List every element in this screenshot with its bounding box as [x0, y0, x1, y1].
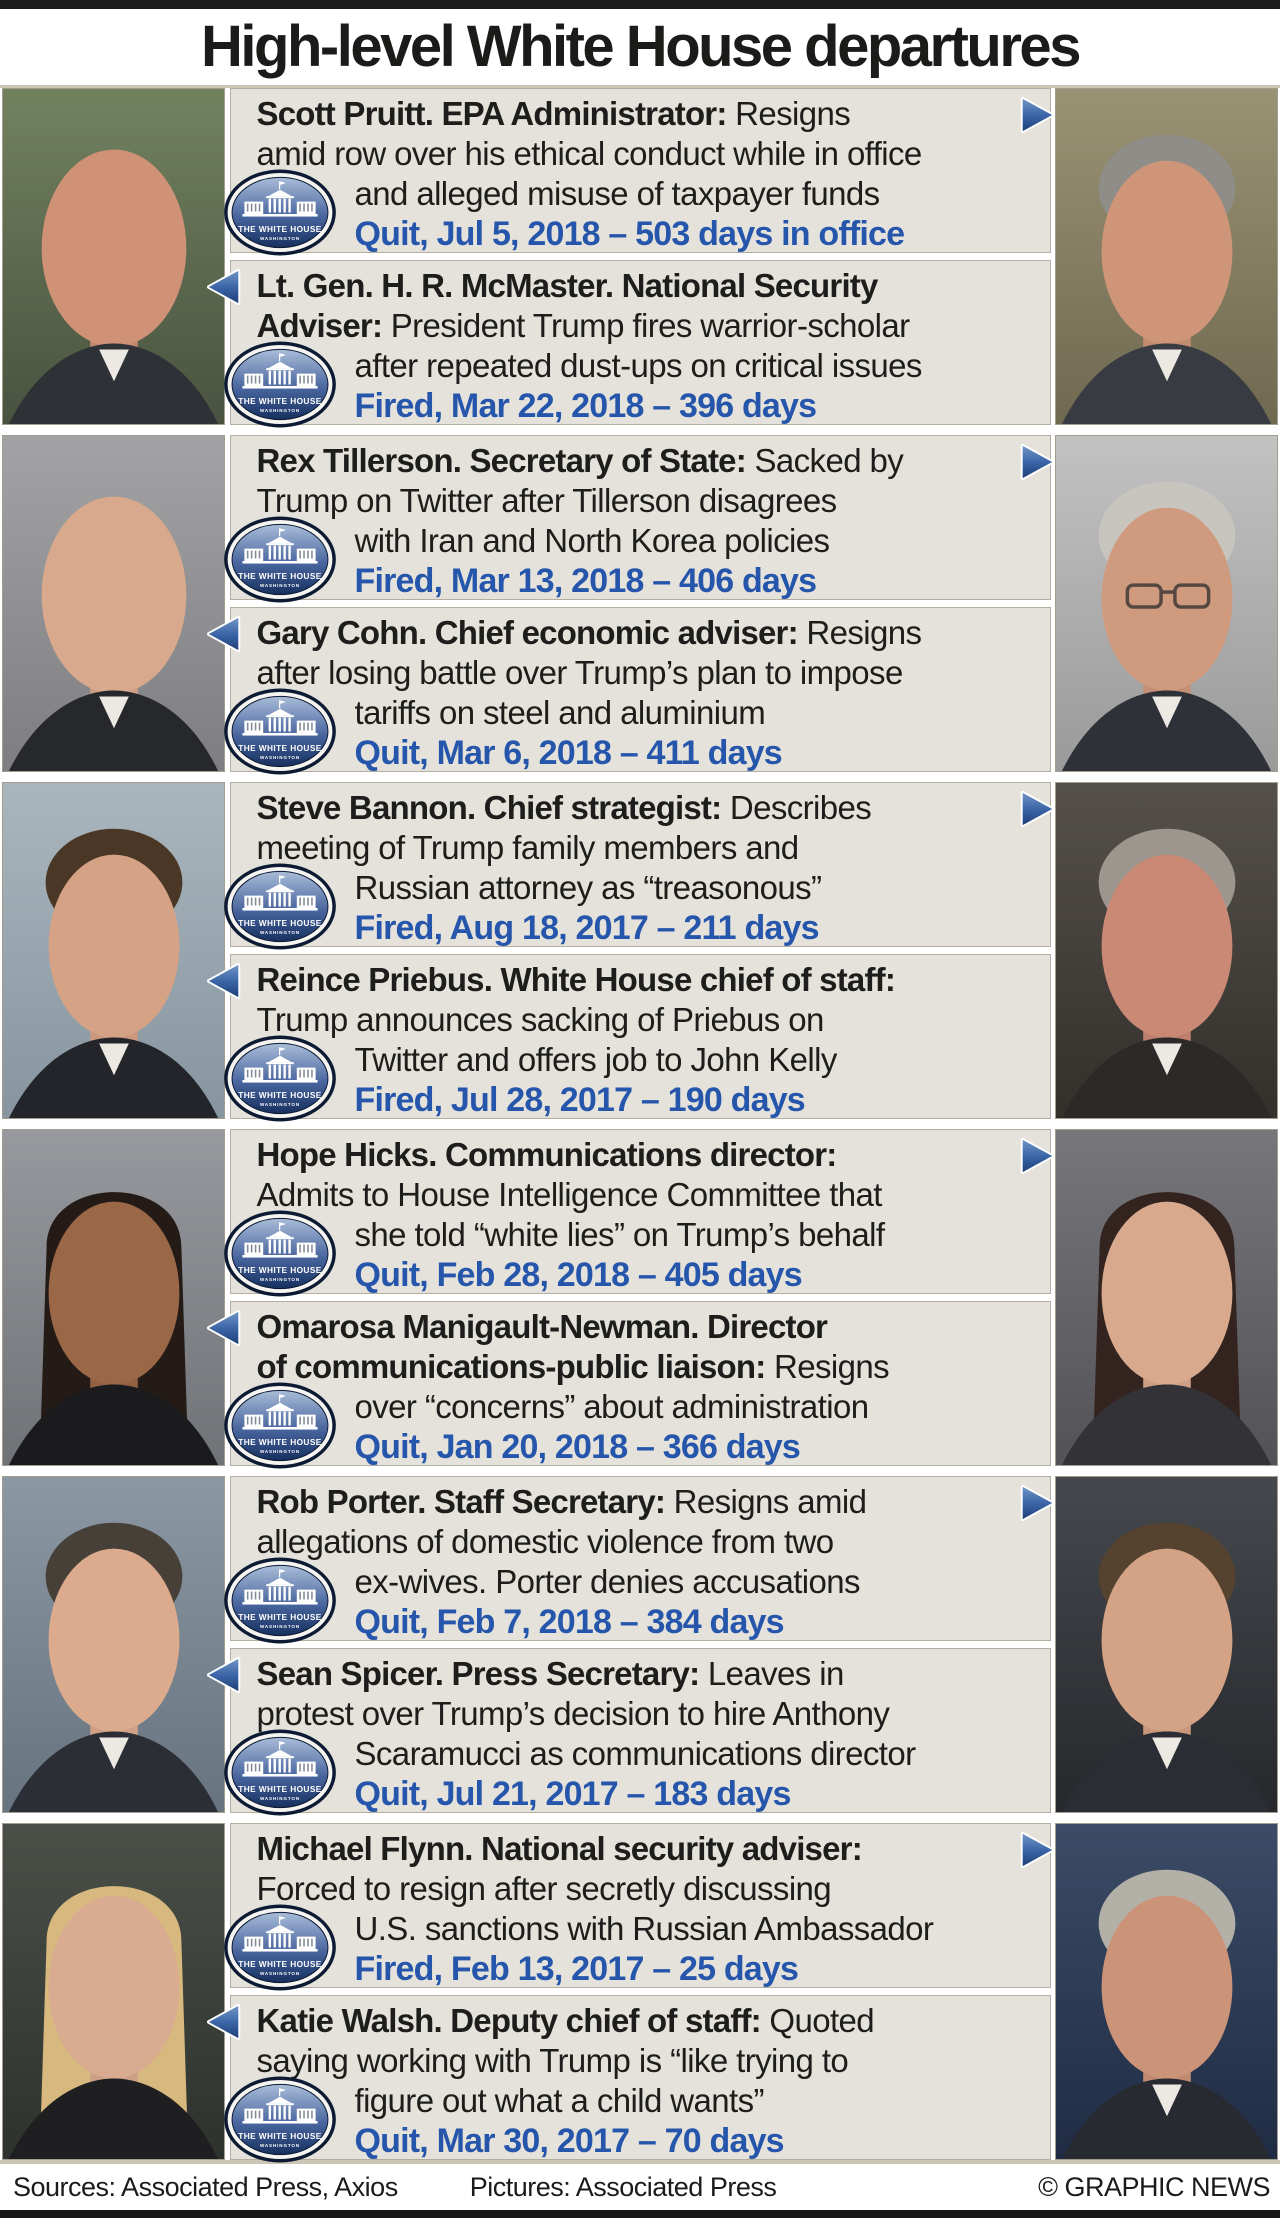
white-house-seal-icon: [223, 169, 337, 256]
svg-text:WASHINGTON: WASHINGTON: [259, 1449, 300, 1455]
arrow-left-icon: [207, 1656, 243, 1694]
entry-text-line: [257, 306, 1032, 346]
svg-text:THE WHITE HOUSE: THE WHITE HOUSE: [237, 223, 322, 234]
svg-text:WASHINGTON: WASHINGTON: [259, 1624, 300, 1630]
entry-name-title: Quit, Jan 20, 2018 – 366 days: [354, 1428, 801, 1466]
departure-group: [0, 88, 1280, 425]
entry-text-line: [257, 653, 1032, 693]
photo-bannon: [1055, 782, 1278, 1119]
entry-description: U.S. sanctions with Russian Ambassador: [354, 1910, 934, 1947]
svg-text:THE WHITE HOUSE: THE WHITE HOUSE: [237, 395, 322, 406]
page-title: High-level White House departures: [201, 14, 1079, 79]
entry-text-line: [257, 1347, 1032, 1387]
entry-description: Trump on Twitter after Tillerson disagrees: [256, 482, 837, 519]
entry-name-title: Michael Flynn. National security adviser:: [256, 1830, 862, 1867]
white-house-seal-icon: [223, 1904, 337, 1991]
entry-description: tariffs on steel and aluminium: [354, 694, 766, 731]
entry-name-title: Fired, Feb 13, 2017 – 25 days: [354, 1950, 799, 1988]
entry-date: [355, 1255, 1032, 1295]
entry-panels: [230, 435, 1051, 772]
entry-text-line: [257, 134, 1032, 174]
entry-headline: [257, 2001, 1032, 2041]
arrow-right-icon: [1018, 790, 1054, 828]
white-house-seal-icon: [223, 1382, 337, 1469]
entry-name-title: Adviser:: [256, 307, 383, 344]
entry-description: Describes: [721, 789, 872, 826]
entry-text-line: [355, 2081, 1032, 2121]
white-house-seal-icon: [223, 1035, 337, 1122]
entry-date: [355, 2121, 1032, 2161]
photo-cohn: [2, 435, 225, 772]
arrow-left-icon: [207, 268, 243, 306]
entry-name-title: Scott Pruitt. EPA Administrator:: [256, 95, 727, 132]
arrow-left-icon: [207, 615, 243, 653]
entry-description: over “concerns” about administration: [354, 1388, 869, 1425]
departure-group: [0, 1823, 1280, 2160]
departure-group: [0, 435, 1280, 772]
entry-description: Twitter and offers job to John Kelly: [354, 1041, 837, 1078]
entry-name-title: Katie Walsh. Deputy chief of staff:: [256, 2002, 761, 2039]
entry-text-line: [355, 1040, 1032, 1080]
entry-text-line: [257, 828, 1032, 868]
entry-text-line: [257, 1869, 1032, 1909]
entry-panels: [230, 782, 1051, 1119]
entry-description: she told “white lies” on Trump’s behalf: [354, 1216, 885, 1253]
entry-description: President Trump fires warrior-scholar: [382, 307, 910, 344]
entry-name-title: Fired, Mar 22, 2018 – 396 days: [354, 387, 817, 425]
entry-text-line: [355, 346, 1032, 386]
entry-text-line: [355, 1909, 1032, 1949]
entry-headline: [257, 960, 1032, 1000]
entry-panel-katie-walsh: [230, 1995, 1051, 2160]
photo-flynn: [1055, 1823, 1278, 2160]
entry-text-line: [257, 1694, 1032, 1734]
entry-description: Resigns: [765, 1348, 890, 1385]
entry-panel-sean-spicer: [230, 1648, 1051, 1813]
entry-description: Resigns: [726, 95, 851, 132]
copyright-graphic-news: © GRAPHIC NEWS: [1038, 2171, 1270, 2202]
arrow-right-icon: [1018, 1484, 1054, 1522]
photo-walsh: [2, 1823, 225, 2160]
entry-description: Resigns: [797, 614, 922, 651]
entry-date: [355, 1080, 1032, 1120]
arrow-left-icon: [207, 1309, 243, 1347]
photo-priebus: [2, 782, 225, 1119]
photo-mcmaster: [2, 88, 225, 425]
svg-text:THE WHITE HOUSE: THE WHITE HOUSE: [237, 570, 322, 581]
entry-name-title: Quit, Mar 30, 2017 – 70 days: [354, 2122, 784, 2160]
entry-headline: [257, 1829, 1032, 1869]
entry-panels: [230, 1476, 1051, 1813]
svg-text:WASHINGTON: WASHINGTON: [259, 583, 300, 589]
entry-date: [355, 1949, 1032, 1989]
entry-description: Trump announces sacking of Priebus on: [256, 1001, 824, 1038]
svg-text:WASHINGTON: WASHINGTON: [259, 1971, 300, 1977]
entry-description: Forced to resign after secretly discussing: [256, 1870, 832, 1907]
entry-name-title: Fired, Aug 18, 2017 – 211 days: [354, 909, 819, 947]
white-house-seal-icon: [223, 688, 337, 775]
entry-name-title: Omarosa Manigault-Newman. Director: [256, 1308, 828, 1345]
entry-description: protest over Trump’s decision to hire Anthony: [256, 1695, 890, 1732]
svg-text:THE WHITE HOUSE: THE WHITE HOUSE: [237, 2130, 322, 2141]
entry-description: Admits to House Intelligence Committee that: [256, 1176, 882, 1213]
bottom-bar: [0, 2210, 1280, 2218]
entry-text-line: [257, 2041, 1032, 2081]
entry-text-line: [355, 868, 1032, 908]
photo-tillerson: [1055, 435, 1278, 772]
entry-headline: [257, 613, 1032, 653]
entry-text-line: [355, 1734, 1032, 1774]
white-house-seal-icon: [223, 516, 337, 603]
entry-panels: [230, 1823, 1051, 2160]
entry-name-title: Quit, Feb 28, 2018 – 405 days: [354, 1256, 802, 1294]
entry-description: ex-wives. Porter denies accusations: [354, 1563, 860, 1600]
entry-description: after repeated dust-ups on critical issues: [354, 347, 922, 384]
arrow-right-icon: [1018, 1137, 1054, 1175]
entry-headline: [257, 266, 1032, 306]
entry-description: Russian attorney as “treasonous”: [354, 869, 822, 906]
svg-text:THE WHITE HOUSE: THE WHITE HOUSE: [237, 1089, 322, 1100]
entry-text-line: [257, 481, 1032, 521]
photo-spicer: [2, 1476, 225, 1813]
svg-text:WASHINGTON: WASHINGTON: [259, 755, 300, 761]
departures-list: [0, 88, 1280, 2160]
white-house-seal-icon: [223, 863, 337, 950]
entry-text-line: [355, 1387, 1032, 1427]
entry-panel-gary-cohn: [230, 607, 1051, 772]
entry-text-line: [257, 1522, 1032, 1562]
svg-text:WASHINGTON: WASHINGTON: [259, 930, 300, 936]
photo-porter: [1055, 1476, 1278, 1813]
entry-panel-omarosa-manigault-newman: [230, 1301, 1051, 1466]
entry-panel-scott-pruitt: [230, 88, 1051, 253]
entry-description: saying working with Trump is “like trying to: [256, 2042, 849, 2079]
entry-name-title: Fired, Jul 28, 2017 – 190 days: [354, 1081, 805, 1119]
entry-headline: [257, 441, 1032, 481]
svg-text:WASHINGTON: WASHINGTON: [259, 1277, 300, 1283]
sources-credit: Sources: Associated Press, Axios: [13, 2171, 398, 2202]
pictures-credit: Pictures: Associated Press: [469, 2171, 777, 2202]
entry-name-title: Lt. Gen. H. R. McMaster. National Security: [256, 267, 878, 304]
arrow-right-icon: [1018, 443, 1054, 481]
entry-panel-rob-porter: [230, 1476, 1051, 1641]
entry-text-line: [355, 1562, 1032, 1602]
arrow-right-icon: [1018, 96, 1054, 134]
entry-name-title: Steve Bannon. Chief strategist:: [256, 789, 722, 826]
svg-text:WASHINGTON: WASHINGTON: [259, 408, 300, 414]
entry-description: Leaves in: [699, 1655, 844, 1692]
entry-headline: [257, 1307, 1032, 1347]
entry-description: Sacked by: [745, 442, 904, 479]
entry-description: allegations of domestic violence from two: [256, 1523, 834, 1560]
entry-date: [355, 908, 1032, 948]
departure-group: [0, 1476, 1280, 1813]
entry-date: [355, 1427, 1032, 1467]
svg-text:THE WHITE HOUSE: THE WHITE HOUSE: [237, 1264, 322, 1275]
entry-date: [355, 1774, 1032, 1814]
entry-text-line: [257, 1175, 1032, 1215]
svg-text:THE WHITE HOUSE: THE WHITE HOUSE: [237, 1958, 322, 1969]
entry-name-title: Rex Tillerson. Secretary of State:: [256, 442, 746, 479]
entry-description: and alleged misuse of taxpayer funds: [354, 175, 880, 212]
entry-headline: [257, 1654, 1032, 1694]
svg-text:THE WHITE HOUSE: THE WHITE HOUSE: [237, 917, 322, 928]
svg-text:WASHINGTON: WASHINGTON: [259, 1102, 300, 1108]
entry-text-line: [257, 1000, 1032, 1040]
entry-name-title: Hope Hicks. Communications director:: [256, 1136, 837, 1173]
arrow-right-icon: [1018, 1831, 1054, 1869]
entry-panel-reince-priebus: [230, 954, 1051, 1119]
white-house-seal-icon: [223, 2076, 337, 2163]
white-house-seal-icon: [223, 1729, 337, 1816]
entry-panel-rex-tillerson: [230, 435, 1051, 600]
entry-description: figure out what a child wants”: [354, 2082, 764, 2119]
entry-name-title: Rob Porter. Staff Secretary:: [256, 1483, 666, 1520]
entry-name-title: Quit, Feb 7, 2018 – 384 days: [354, 1603, 784, 1641]
entry-panel-hr-mcmaster: [230, 260, 1051, 425]
svg-text:THE WHITE HOUSE: THE WHITE HOUSE: [237, 1611, 322, 1622]
entry-panels: [230, 1129, 1051, 1466]
entry-name-title: Quit, Jul 5, 2018 – 503 days in office: [354, 215, 905, 253]
entry-description: Scaramucci as communications director: [354, 1735, 916, 1772]
entry-description: meeting of Trump family members and: [256, 829, 799, 866]
entry-date: [355, 561, 1032, 601]
entry-text-line: [355, 174, 1032, 214]
svg-text:THE WHITE HOUSE: THE WHITE HOUSE: [237, 742, 322, 753]
arrow-left-icon: [207, 962, 243, 1000]
entry-headline: [257, 788, 1032, 828]
entry-text-line: [355, 693, 1032, 733]
entry-name-title: Quit, Mar 6, 2018 – 411 days: [354, 734, 782, 772]
entry-date: [355, 733, 1032, 773]
departure-group: [0, 1129, 1280, 1466]
entry-panel-hope-hicks: [230, 1129, 1051, 1294]
photo-hicks: [1055, 1129, 1278, 1466]
entry-description: Resigns amid: [665, 1483, 867, 1520]
entry-name-title: of communications-public liaison:: [256, 1348, 766, 1385]
entry-text-line: [355, 521, 1032, 561]
departure-group: [0, 782, 1280, 1119]
entry-headline: [257, 1135, 1032, 1175]
entry-panels: [230, 88, 1051, 425]
footer: [0, 2164, 1280, 2210]
photo-omarosa: [2, 1129, 225, 1466]
entry-description: after losing battle over Trump’s plan to impose: [256, 654, 903, 691]
white-house-seal-icon: [223, 1210, 337, 1297]
entry-date: [355, 1602, 1032, 1642]
entry-description: amid row over his ethical conduct while in office: [256, 135, 922, 172]
svg-text:WASHINGTON: WASHINGTON: [259, 2143, 300, 2149]
arrow-left-icon: [207, 2003, 243, 2041]
svg-text:WASHINGTON: WASHINGTON: [259, 236, 300, 242]
entry-description: with Iran and North Korea policies: [354, 522, 830, 559]
entry-date: [355, 214, 1032, 254]
svg-text:THE WHITE HOUSE: THE WHITE HOUSE: [237, 1783, 322, 1794]
entry-name-title: Quit, Jul 21, 2017 – 183 days: [354, 1775, 791, 1813]
photo-pruitt: [1055, 88, 1278, 425]
entry-headline: [257, 94, 1032, 134]
entry-panel-michael-flynn: [230, 1823, 1051, 1988]
entry-name-title: Sean Spicer. Press Secretary:: [256, 1655, 700, 1692]
white-house-seal-icon: [223, 1557, 337, 1644]
svg-text:THE WHITE HOUSE: THE WHITE HOUSE: [237, 1436, 322, 1447]
white-house-seal-icon: [223, 341, 337, 428]
entry-name-title: Fired, Mar 13, 2018 – 406 days: [354, 562, 817, 600]
entry-name-title: Reince Priebus. White House chief of staff:: [256, 961, 896, 998]
entry-name-title: Gary Cohn. Chief economic adviser:: [256, 614, 798, 651]
top-bar: [0, 0, 1280, 9]
entry-panel-steve-bannon: [230, 782, 1051, 947]
entry-headline: [257, 1482, 1032, 1522]
entry-description: Quoted: [760, 2002, 875, 2039]
entry-date: [355, 386, 1032, 426]
entry-text-line: [355, 1215, 1032, 1255]
svg-text:WASHINGTON: WASHINGTON: [259, 1796, 300, 1802]
